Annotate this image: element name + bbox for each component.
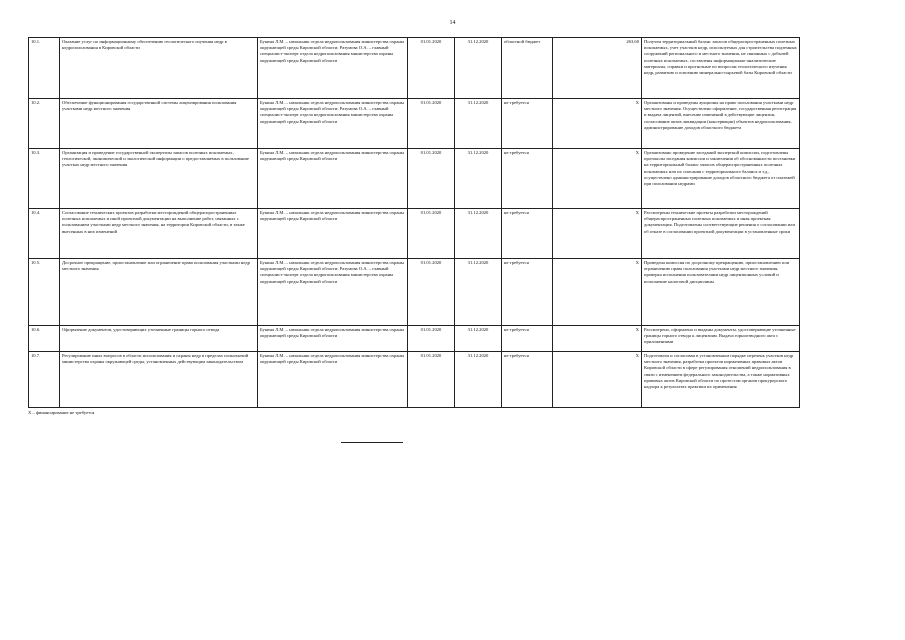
funding-source: не требуется: [502, 352, 553, 408]
task-description: Обеспечение функционирования государственной системы лицензирования пользования участками недр местного значения: [60, 99, 258, 149]
funding-source: не требуется: [502, 259, 553, 326]
responsible-persons: Букина Л.М. – начальник отдела недропользования министерства охраны окружающей среды Кировской области: [258, 326, 408, 352]
start-date: 01.01.2020: [408, 259, 455, 326]
expected-result: Подготовлен и согласован в установленном порядке перечень участков недр местного значения, разработка проектов нормативных правовых актов Кировской области в сфере регулирования отношений недропользования в связи с изменением федерального законодательства, а также нормативных правовых актов Кировской области по протестам органов прокурорского надзора к результатах практики их применения: [642, 352, 800, 408]
responsible-persons: Букина Л.М. – начальник отдела недропользования министерства охраны окружающей среды Кировской области; Разумова О.А. – главный специалист-эксперт отдела недропользования министерства охраны окружающей среды Кировской области: [258, 38, 408, 99]
responsible-persons: Букина Л.М. – начальник отдела недропользования министерства охраны окружающей среды Кировской области: [258, 149, 408, 209]
end-date: 31.12.2020: [455, 259, 502, 326]
end-date: 31.12.2020: [455, 99, 502, 149]
funding-amount: Х: [553, 99, 642, 149]
item-number: 10.3.: [29, 149, 60, 209]
task-description: Оформление документов, удостоверяющих уточненные границы горного отвода: [60, 326, 258, 352]
start-date: 01.01.2020: [408, 149, 455, 209]
table-row: [29, 259, 800, 326]
funding-amount: 263,60: [553, 38, 642, 99]
item-number: 10.4.: [29, 209, 60, 259]
start-date: 01.01.2020: [408, 352, 455, 408]
end-date: 31.12.2020: [455, 149, 502, 209]
start-date: 01.01.2020: [408, 38, 455, 99]
table-row: [29, 149, 800, 209]
task-description: Согласование технических проектов разработки месторождений общераспространенных полезных ископаемых и иной проектной документации на выполнение работ, связанных с пользованием участками недр местного значения, на территории Кировской области, в также внесенных в них изменений: [60, 209, 258, 259]
funding-amount: Х: [553, 259, 642, 326]
funding-amount: Х: [553, 326, 642, 352]
expected-result: Рассмотрено, оформлено и выданы документы, удостоверяющие уточненные границы горного отвода к лицензиям. Выдача горноотводного акта с приложениями: [642, 326, 800, 352]
funding-source: не требуется: [502, 326, 553, 352]
activities-table: [28, 37, 800, 408]
item-number: 10.7.: [29, 352, 60, 408]
funding-source: не требуется: [502, 149, 553, 209]
funding-amount: Х: [553, 352, 642, 408]
page-number: 14: [449, 20, 456, 26]
table-row: [29, 209, 800, 259]
funding-amount: Х: [553, 149, 642, 209]
start-date: 01.01.2020: [408, 99, 455, 149]
funding-amount: Х: [553, 209, 642, 259]
end-date: 31.12.2020: [455, 326, 502, 352]
funding-source: не требуется: [502, 99, 553, 149]
table-body: [29, 38, 800, 408]
expected-result: Организовано проведение заседаний экспертной комиссии, подготовлены протоколы заседания комиссии и заключения об обоснованности постановки на территориальный баланс запасов общераспространенных полезных ископаемых или их списания с территориального баланса и т.д., осуществлено администрирование доходов областного бюджета от платежей при пользовании недрами: [642, 149, 800, 209]
table-row: [29, 99, 800, 149]
funding-source: областной бюджет: [502, 38, 553, 99]
item-number: 10.1.: [29, 38, 60, 99]
expected-result: Получен территориальный баланс запасов общераспространенных полезных ископаемых, учет участков недр, используемых для строительства подземных сооружений регионального и местного значения, не связанных с добычей полезных ископаемых, составлены информационно-аналитические материалы, справки и прогнозные по вопросам геологического изучения недр, развитию и освоению минерально-сырьевой базы Кировской области: [642, 38, 800, 99]
table-row: [29, 326, 800, 352]
end-date: 31.12.2020: [455, 209, 502, 259]
responsible-persons: Букина Л.М. – начальник отдела недропользования министерства охраны окружающей среды Кировской области: [258, 352, 408, 408]
end-rule: [341, 442, 403, 443]
funding-source: не требуется: [502, 209, 553, 259]
table-row: [29, 38, 800, 99]
expected-result: Организованы и проведены аукционы на право пользования участками недр местного значения. Осуществлено оформление, государственная регистрация и выдача лицензий, внесение изменений в действующие лицензии, согласование актов ликвидации (консервации) объектов недропользования, администрирование доходов областного бюджета: [642, 99, 800, 149]
end-date: 31.12.2020: [455, 38, 502, 99]
task-description: Досрочное прекращение, приостановление или ограничение права пользования участками недр местного значения: [60, 259, 258, 326]
table-row: [29, 352, 800, 408]
start-date: 01.01.2020: [408, 326, 455, 352]
expected-result: Рассмотрены технические проекты разработки месторождений общераспространенных полезных ископаемых и иная проектная документация. Подготовлены соответствующие решения о согласовании или об отказе в согласовании проектной документации в установленные сроки: [642, 209, 800, 259]
responsible-persons: Букина Л.М. – начальник отдела недропользования министерства охраны окружающей среды Кировской области; Разумова О.А. – главный специалист-эксперт отдела недропользования министерства охраны окружающей среды Кировской области: [258, 99, 408, 149]
task-description: Регулирование иных вопросов в области использования и охраны недр в пределах полномочий министерства охраны окружающей среды, установленных действующим законодательством: [60, 352, 258, 408]
start-date: 01.01.2020: [408, 209, 455, 259]
footnote: Х – финансирование не требуется: [28, 410, 95, 415]
task-description: Организация и проведение государственной экспертизы запасов полезных ископаемых, геологической, экономической и экологической информации о предоставляемых в пользование участках недр местного значения: [60, 149, 258, 209]
task-description: Оказание услуг по информационному обеспечению геологического изучения недр в недропользования в Кировской области: [60, 38, 258, 99]
item-number: 10.6.: [29, 326, 60, 352]
expected-result: Проведена комиссия по досрочному прекращению, приостановлению или ограничению права пользования участками недр местного значения, проверка исполнения пользователями недр лицензионных условий и исполнение налоговой дисциплины: [642, 259, 800, 326]
end-date: 31.12.2020: [455, 352, 502, 408]
item-number: 10.2.: [29, 99, 60, 149]
responsible-persons: Букина Л.М. – начальник отдела недропользования министерства охраны окружающей среды Кировской области: [258, 209, 408, 259]
responsible-persons: Букина Л.М. – начальник отдела недропользования министерства охраны окружающей среды Кировской области; Разумова О.А. – главный специалист-эксперт отдела недропользования министерства охраны окружающей среды Кировской области: [258, 259, 408, 326]
item-number: 10.5.: [29, 259, 60, 326]
